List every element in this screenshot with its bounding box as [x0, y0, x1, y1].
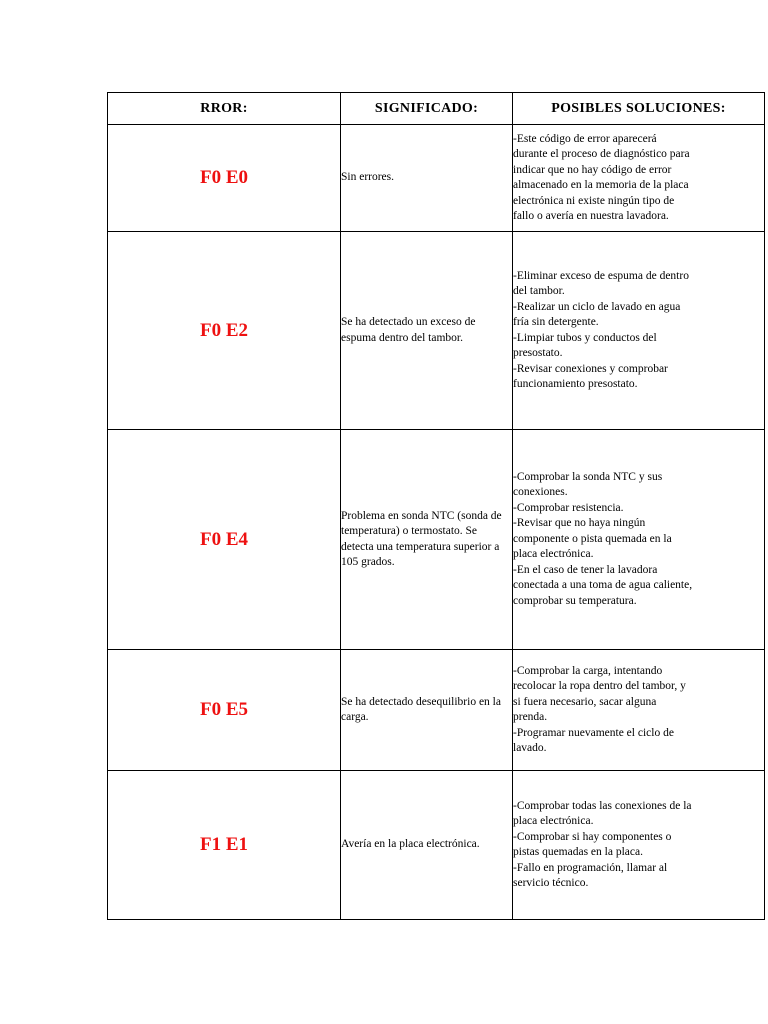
solution-line: -Programar nuevamente el ciclo de: [513, 726, 674, 739]
error-code: F0 E5: [108, 650, 341, 771]
solution-line: indicar que no hay código de error: [513, 163, 672, 176]
solution-line: -Revisar que no haya ningún: [513, 517, 646, 530]
error-meaning: Problema en sonda NTC (sonda de temperatura) o termostato. Se detecta una temperatura superior a 105 grados.: [341, 430, 513, 650]
solution-line: presostato.: [513, 347, 563, 359]
solution-line: -En el caso de tener la lavadora: [513, 563, 658, 576]
solution-line: servicio técnico.: [513, 877, 589, 889]
error-codes-table: [107, 92, 765, 920]
solution-line: componente o pista quemada en la: [513, 532, 672, 545]
header-error: RROR:: [108, 93, 341, 125]
solution-line: -Comprobar la sonda NTC y sus: [513, 470, 663, 483]
solution-line: -Comprobar si hay componentes o: [513, 830, 672, 843]
error-solutions: [513, 771, 765, 920]
error-code: F0 E4: [108, 430, 341, 650]
error-meaning: Se ha detectado desequilibrio en la carga.: [341, 650, 513, 771]
table-row: [108, 125, 765, 232]
solution-line: almacenado en la memoria de la placa: [513, 179, 689, 191]
error-meaning: Sin errores.: [341, 125, 513, 232]
solution-line: del tambor.: [513, 285, 565, 297]
solution-line: durante el proceso de diagnóstico para: [513, 148, 690, 160]
solution-line: prenda.: [513, 711, 548, 723]
error-meaning: Se ha detectado un exceso de espuma dentro del tambor.: [341, 232, 513, 430]
solution-line: -Fallo en programación, llamar al: [513, 861, 668, 874]
solution-line: conexiones.: [513, 486, 568, 499]
solution-line: -Comprobar todas las conexiones de la: [513, 799, 692, 812]
solution-line: electrónica ni existe ningún tipo de: [513, 194, 675, 207]
table-row: [108, 771, 765, 920]
error-code: F0 E0: [108, 125, 341, 232]
solution-line: placa electrónica.: [513, 815, 594, 827]
solution-line: recolocar la ropa dentro del tambor, y: [513, 680, 686, 692]
table-row: [108, 430, 765, 650]
solution-line: fría sin detergente.: [513, 316, 599, 328]
solution-line: comprobar su temperatura.: [513, 594, 637, 607]
table-header-row: [108, 93, 765, 125]
table-row: [108, 650, 765, 771]
solution-line: lavado.: [513, 742, 547, 754]
solution-line: -Este código de error aparecerá: [513, 132, 657, 145]
solution-line: funcionamiento presostato.: [513, 378, 638, 390]
solution-line: fallo o avería en nuestra lavadora.: [513, 210, 669, 222]
error-solutions: [513, 232, 765, 430]
header-solutions: POSIBLES SOLUCIONES:: [513, 93, 765, 125]
solution-line: -Comprobar la carga, intentando: [513, 664, 663, 677]
solution-line: -Revisar conexiones y comprobar: [513, 362, 668, 375]
solution-line: pistas quemadas en la placa.: [513, 846, 643, 858]
error-code: F0 E2: [108, 232, 341, 430]
error-solutions: [513, 650, 765, 771]
solution-line: -Limpiar tubos y conductos del: [513, 331, 657, 344]
error-solutions: [513, 125, 765, 232]
solution-line: si fuera necesario, sacar alguna: [513, 695, 657, 708]
error-meaning: Avería en la placa electrónica.: [341, 771, 513, 920]
solution-line: conectada a una toma de agua caliente,: [513, 579, 693, 592]
solution-line: -Comprobar resistencia.: [513, 501, 624, 514]
solution-line: -Eliminar exceso de espuma de dentro: [513, 269, 689, 282]
solution-line: -Realizar un ciclo de lavado en agua: [513, 300, 681, 313]
solution-line: placa electrónica.: [513, 548, 594, 561]
error-code: F1 E1: [108, 771, 341, 920]
header-meaning: SIGNIFICADO:: [341, 93, 513, 125]
error-solutions: [513, 430, 765, 650]
table-row: [108, 232, 765, 430]
